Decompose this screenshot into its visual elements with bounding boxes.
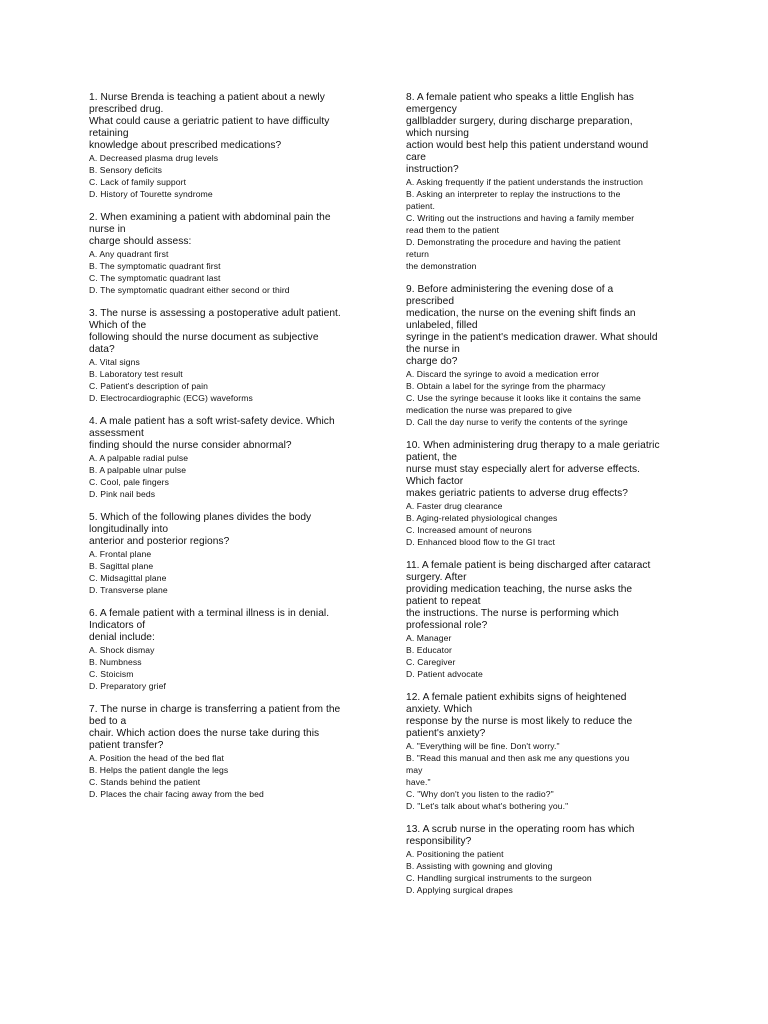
question-stem-line: charge do? — [406, 356, 458, 367]
question-stem-line: providing medication teaching, the nurse asks the — [406, 584, 633, 595]
question-stem-line: which nursing — [406, 128, 469, 139]
question-stem-line: chair. Which action does the nurse take during this — [89, 728, 320, 739]
answer-option: A. Shock dismay — [89, 645, 155, 655]
question-block — [406, 92, 681, 272]
answer-option: C. Caregiver — [406, 657, 456, 667]
answer-option: A. A palpable radial pulse — [89, 453, 189, 463]
question-block — [406, 824, 681, 896]
answer-option: B. Obtain a label for the syringe from the pharmacy — [406, 381, 606, 391]
question-block — [89, 608, 359, 692]
question-stem-line: longitudinally into — [89, 524, 169, 535]
question-stem-line: 11. A female patient is being discharged after cataract — [406, 560, 651, 571]
answer-option: D. Patient advocate — [406, 669, 483, 679]
question-stem-line: emergency — [406, 104, 457, 115]
question-stem-line: anterior and posterior regions? — [89, 536, 230, 547]
answer-option: B. Assisting with gowning and gloving — [406, 861, 553, 871]
answer-option: A. Faster drug clearance — [406, 501, 503, 511]
left-column — [89, 92, 359, 812]
question-stem-line: following should the nurse document as subjective — [89, 332, 319, 343]
question-stem-line: 12. A female patient exhibits signs of heightened — [406, 692, 627, 703]
question-stem-line: 7. The nurse in charge is transferring a patient from the — [89, 704, 341, 715]
answer-option: C. Use the syringe because it looks like it contains the same — [406, 393, 641, 403]
answer-option: A. Frontal plane — [89, 549, 152, 559]
answer-option: A. Manager — [406, 633, 452, 643]
answer-option: C. Lack of family support — [89, 177, 187, 187]
question-stem-line: response by the nurse is most likely to reduce the — [406, 716, 633, 727]
answer-option: D. Call the day nurse to verify the contents of the syringe — [406, 417, 628, 427]
question-stem-line: unlabeled, filled — [406, 320, 478, 331]
answer-option: return — [406, 249, 430, 259]
answer-option: C. The symptomatic quadrant last — [89, 273, 221, 283]
question-stem-line: Indicators of — [89, 620, 146, 631]
question-stem-line: medication, the nurse on the evening shift finds an — [406, 308, 636, 319]
question-stem-line: patient transfer? — [89, 740, 164, 751]
answer-option: B. "Read this manual and then ask me any questions you — [406, 753, 630, 763]
answer-option: medication the nurse was prepared to give — [406, 405, 573, 415]
answer-option: D. Pink nail beds — [89, 489, 156, 499]
question-stem-line: finding should the nurse consider abnormal? — [89, 440, 292, 451]
question-stem-line: 10. When administering drug therapy to a male geriatric — [406, 440, 660, 451]
question-stem-line: 9. Before administering the evening dose of a — [406, 284, 614, 295]
question-stem-line: professional role? — [406, 620, 488, 631]
question-stem-line: prescribed — [406, 296, 455, 307]
answer-option: patient. — [406, 201, 435, 211]
question-block — [89, 416, 359, 500]
question-stem-line: denial include: — [89, 632, 155, 643]
question-stem-line: assessment — [89, 428, 144, 439]
question-block — [89, 92, 359, 200]
answer-option: D. Transverse plane — [89, 585, 168, 595]
question-stem-line: 6. A female patient with a terminal illness is in denial. — [89, 608, 330, 619]
answer-option: D. The symptomatic quadrant either second or third — [89, 285, 290, 295]
answer-option: A. Position the head of the bed flat — [89, 753, 224, 763]
question-block — [89, 308, 359, 404]
question-stem-line: prescribed drug. — [89, 104, 164, 115]
question-stem-line: 13. A scrub nurse in the operating room has which — [406, 824, 635, 835]
answer-option: C. Stands behind the patient — [89, 777, 201, 787]
answer-option: B. Helps the patient dangle the legs — [89, 765, 229, 775]
answer-option: C. Increased amount of neurons — [406, 525, 532, 535]
question-stem-line: nurse must stay especially alert for adverse effects. — [406, 464, 641, 475]
question-block — [89, 704, 359, 800]
question-block — [406, 560, 681, 680]
question-stem-line: 3. The nurse is assessing a postoperative adult patient. — [89, 308, 341, 319]
answer-option: C. Midsagittal plane — [89, 573, 167, 583]
answer-option: D. Applying surgical drapes — [406, 885, 513, 895]
answer-option: may — [406, 765, 423, 775]
question-stem-line: patient, the — [406, 452, 458, 463]
answer-option: A. Discard the syringe to avoid a medication error — [406, 369, 600, 379]
question-block — [406, 440, 681, 548]
answer-option: C. Cool, pale fingers — [89, 477, 169, 487]
question-stem-line: patient to repeat — [406, 596, 481, 607]
question-stem-line: Which of the — [89, 320, 147, 331]
answer-option: D. Places the chair facing away from the bed — [89, 789, 264, 799]
question-stem-line: knowledge about prescribed medications? — [89, 140, 282, 151]
answer-option: B. Aging-related physiological changes — [406, 513, 558, 523]
question-stem-line: care — [406, 152, 427, 163]
answer-option: A. "Everything will be fine. Don't worry." — [406, 741, 560, 751]
answer-option: A. Vital signs — [89, 357, 140, 367]
answer-option: D. Enhanced blood flow to the GI tract — [406, 537, 556, 547]
answer-option: C. Stoicism — [89, 669, 134, 679]
question-block — [406, 284, 681, 428]
question-stem-line: retaining — [89, 128, 129, 139]
question-stem-line: action would best help this patient understand wound — [406, 140, 649, 151]
answer-option: B. Sensory deficits — [89, 165, 163, 175]
answer-option: A. Any quadrant first — [89, 249, 169, 259]
question-stem-line: What could cause a geriatric patient to have difficulty — [89, 116, 330, 127]
question-stem-line: instruction? — [406, 164, 459, 175]
question-stem-line: anxiety. Which — [406, 704, 473, 715]
question-stem-line: Which factor — [406, 476, 464, 487]
answer-option: D. Electrocardiographic (ECG) waveforms — [89, 393, 253, 403]
question-stem-line: charge should assess: — [89, 236, 192, 247]
answer-option: C. Patient's description of pain — [89, 381, 209, 391]
question-stem-line: gallbladder surgery, during discharge preparation, — [406, 116, 633, 127]
answer-option: the demonstration — [406, 261, 477, 271]
answer-option: B. Educator — [406, 645, 453, 655]
question-stem-line: 4. A male patient has a soft wrist-safety device. Which — [89, 416, 335, 427]
answer-option: B. Asking an interpreter to replay the instructions to the — [406, 189, 621, 199]
question-stem-line: the instructions. The nurse is performing which — [406, 608, 619, 619]
question-block — [406, 692, 681, 812]
question-stem-line: 2. When examining a patient with abdominal pain the — [89, 212, 331, 223]
question-block — [89, 212, 359, 296]
answer-option: D. "Let's talk about what's bothering you." — [406, 801, 569, 811]
question-block — [89, 512, 359, 596]
answer-option: D. Demonstrating the procedure and having the patient — [406, 237, 621, 247]
answer-option: A. Asking frequently if the patient understands the instruction — [406, 177, 644, 187]
answer-option: A. Decreased plasma drug levels — [89, 153, 219, 163]
question-stem-line: makes geriatric patients to adverse drug effects? — [406, 488, 628, 499]
answer-option: C. Handling surgical instruments to the surgeon — [406, 873, 592, 883]
question-stem-line: 8. A female patient who speaks a little English has — [406, 92, 634, 103]
question-stem-line: surgery. After — [406, 572, 467, 583]
question-stem-line: patient's anxiety? — [406, 728, 486, 739]
answer-option: D. History of Tourette syndrome — [89, 189, 213, 199]
answer-option: D. Preparatory grief — [89, 681, 166, 691]
question-stem-line: 1. Nurse Brenda is teaching a patient about a newly — [89, 92, 325, 103]
answer-option: C. Writing out the instructions and having a family member — [406, 213, 635, 223]
answer-option: C. "Why don't you listen to the radio?" — [406, 789, 554, 799]
answer-option: B. The symptomatic quadrant first — [89, 261, 221, 271]
answer-option: read them to the patient — [406, 225, 500, 235]
right-column — [406, 92, 681, 908]
answer-option: have." — [406, 777, 431, 787]
question-stem-line: nurse in — [89, 224, 126, 235]
question-stem-line: 5. Which of the following planes divides the body — [89, 512, 312, 523]
question-stem-line: the nurse in — [406, 344, 460, 355]
answer-option: B. Sagittal plane — [89, 561, 154, 571]
question-stem-line: syringe in the patient's medication drawer. What should — [406, 332, 658, 343]
answer-option: A. Positioning the patient — [406, 849, 504, 859]
answer-option: B. Laboratory test result — [89, 369, 183, 379]
answer-option: B. A palpable ulnar pulse — [89, 465, 187, 475]
question-stem-line: bed to a — [89, 716, 127, 727]
question-stem-line: responsibility? — [406, 836, 472, 847]
answer-option: B. Numbness — [89, 657, 142, 667]
question-stem-line: data? — [89, 344, 115, 355]
